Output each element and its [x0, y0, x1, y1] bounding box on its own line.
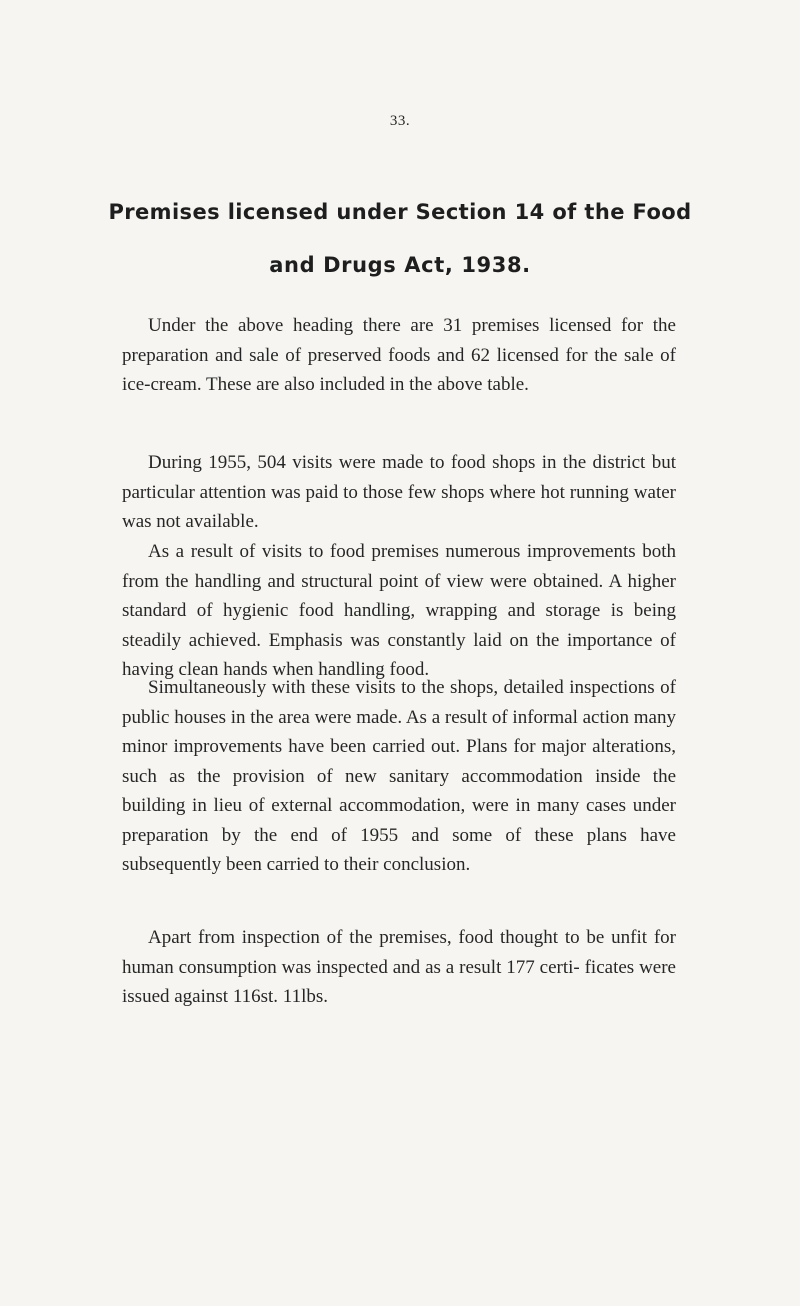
section-heading-continued: and Drugs Act, 1938.: [269, 253, 531, 277]
paragraph-public-houses: Simultaneously with these visits to the shops, detailed inspections of public houses in the area were made. As a result of informal action many minor improvements have been carried out. Plans for major alterations, such as the provision of new sanitary accommodation inside the building in lieu of external accommodation, were in many cases under preparation by the end of 1955 and some of these plans have subsequently been carried to their conclusion.: [122, 677, 676, 875]
page-number: 33.: [389, 113, 411, 129]
paragraph-licensed-premises: Under the above heading there are 31 premises licensed for the preparation and sale of preserved foods and 62 licensed for the sale of ice-cream. These are also included in the above table.: [122, 315, 676, 395]
section-heading: Premises licensed under Section 14 of the Food: [108, 200, 692, 224]
paragraph-improvements: As a result of visits to food premises numerous improvements both from the handling and structural point of view were obtained. A higher standard of hygienic food handling, wrapping and storage is being steadily achieved. Emphasis was constantly laid on the importance of having clean hands when handling food.: [122, 541, 676, 680]
paragraph-unfit-food: Apart from inspection of the premises, food thought to be unfit for human consumption was inspected and as a result 177 certi- ficates were issued against 116st. 11lbs.: [122, 927, 676, 1007]
paragraph-visits-1955: During 1955, 504 visits were made to food shops in the district but particular attention was paid to those few shops where hot running water was not available.: [122, 452, 676, 532]
